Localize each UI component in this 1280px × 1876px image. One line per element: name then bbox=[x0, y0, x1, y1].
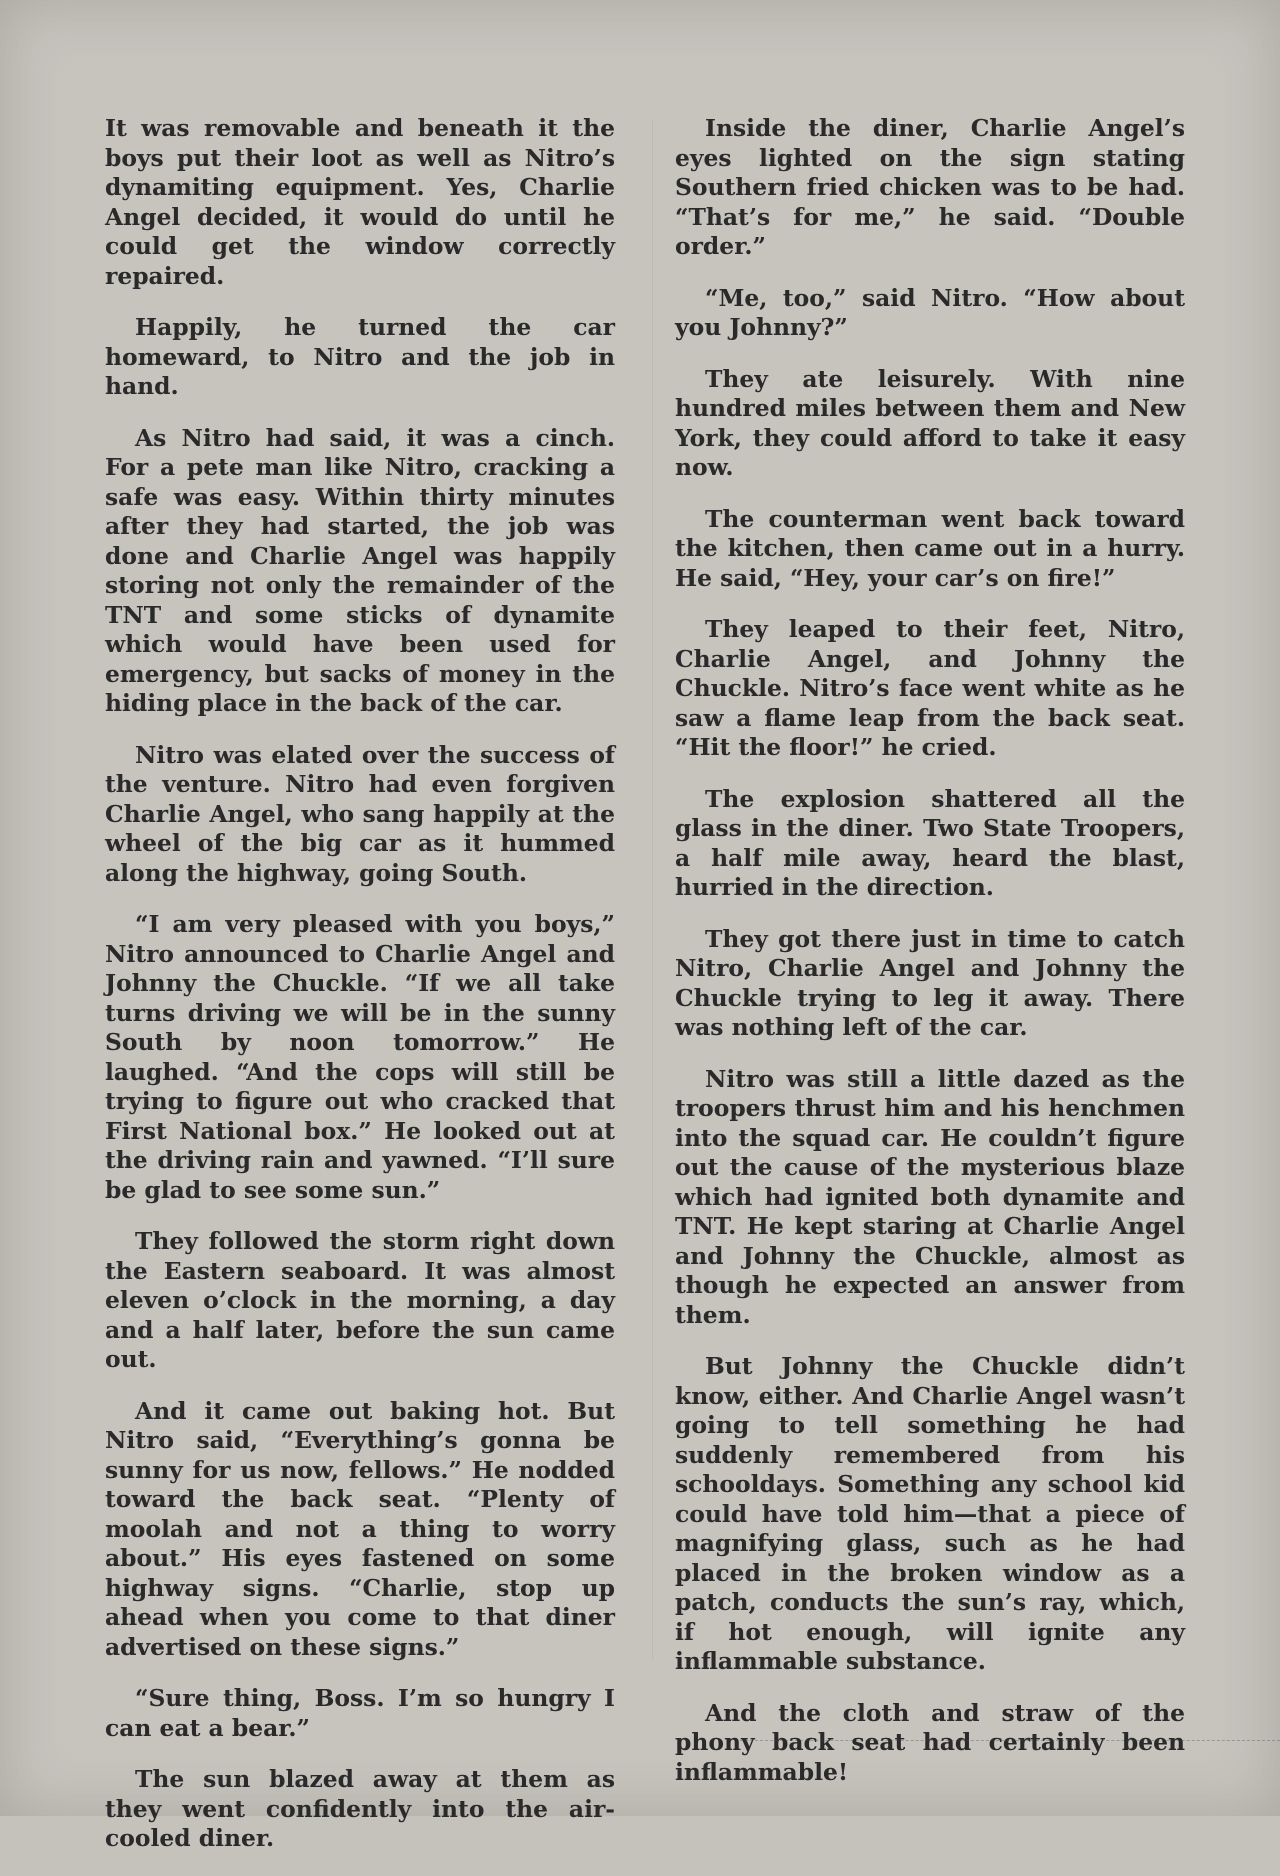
paragraph: And it came out baking hot. But Nitro said, “Everything’s gonna be sunny for us now, fellows.” He nodded toward the back seat. “Plenty of moolah and not a thing to worry about.” His eyes fastened on some highway signs. “Charlie, stop up ahead when you come to that diner advertised on these signs.” bbox=[105, 1396, 615, 1661]
right-column bbox=[675, 114, 1185, 1809]
paragraph: Happily, he turned the car homeward, to Nitro and the job in hand. bbox=[105, 313, 615, 400]
paragraph: And the cloth and straw of the phony back seat had certainly been inflammable! bbox=[675, 1698, 1185, 1786]
paragraph: Inside the diner, Charlie Angel’s eyes lighted on the sign stating Southern fried chicken was to be had. “That’s for me,” he said. “Double order.” bbox=[675, 114, 1185, 260]
paragraph: Nitro was elated over the success of the venture. Nitro had even forgiven Charlie Angel, who sang happily at the wheel of the big car as it hummed along the highway, going South. bbox=[105, 740, 615, 887]
paragraph: They ate leisurely. With nine hundred miles between them and New York, they could afford to take it easy now. bbox=[675, 364, 1185, 481]
paragraph: As Nitro had said, it was a cinch. For a pete man like Nitro, cracking a safe was easy. Within thirty minutes after they had started, the job was done and Charlie Angel was happily storing not only the remainder of the TNT and some sticks of dynamite which would have been used for emergency, but sacks of money in the hiding place in the back of the car. bbox=[105, 423, 615, 717]
paragraph: “Sure thing, Boss. I’m so hungry I can eat a bear.” bbox=[105, 1684, 615, 1742]
paragraph: “Me, too,” said Nitro. “How about you Johnny?” bbox=[675, 283, 1185, 341]
paragraph: “I am very pleased with you boys,” Nitro announced to Charlie Angel and Johnny the Chuckle. “If we all take turns driving we will be in the sunny South by noon tomorrow.” He laughed. “And the cops will still be trying to figure out who cracked that First National box.” He looked out at the driving rain and yawned. “I’ll sure be glad to see some sun.” bbox=[105, 910, 615, 1204]
paragraph: It was removable and beneath it the boys put their loot as well as Nitro’s dynamiting equipment. Yes, Charlie Angel decided, it would do until he could get the window correctly repaired. bbox=[105, 114, 615, 290]
paragraph: They got there just in time to catch Nitro, Charlie Angel and Johnny the Chuckle trying to leg it away. There was nothing left of the car. bbox=[675, 924, 1185, 1041]
paragraph: Nitro was still a little dazed as the troopers thrust him and his henchmen into the squad car. He couldn’t figure out the cause of the mysterious blaze which had ignited both dynamite and TNT. He kept staring at Charlie Angel and Johnny the Chuckle, almost as though he expected an answer from them. bbox=[675, 1064, 1185, 1329]
paragraph: They leaped to their feet, Nitro, Charlie Angel, and Johnny the Chuckle. Nitro’s face went white as he saw a flame leap from the back seat. “Hit the floor!” he cried. bbox=[675, 615, 1185, 761]
paragraph: The counterman went back toward the kitchen, then came out in a hurry. He said, “Hey, your car’s on fire!” bbox=[675, 504, 1185, 592]
paragraph: The explosion shattered all the glass in the diner. Two State Troopers, a half mile away, heard the blast, hurried in the direction. bbox=[675, 784, 1185, 901]
column-gutter bbox=[652, 120, 653, 1660]
paragraph: The sun blazed away at them as they went confidently into the air-cooled diner. bbox=[105, 1765, 615, 1852]
left-column bbox=[105, 114, 615, 1876]
page-bottom-rule bbox=[740, 1740, 1280, 1741]
paragraph: But Johnny the Chuckle didn’t know, either. And Charlie Angel wasn’t going to tell something he had suddenly remembered from his schooldays. Something any school kid could have told him—that a piece of magnifying glass, such as he had placed in the broken window as a patch, conducts the sun’s ray, which, if hot enough, will ignite any inflammable substance. bbox=[675, 1352, 1185, 1675]
paragraph: They followed the storm right down the Eastern seaboard. It was almost eleven o’clock in the morning, a day and a half later, before the sun came out. bbox=[105, 1227, 615, 1373]
